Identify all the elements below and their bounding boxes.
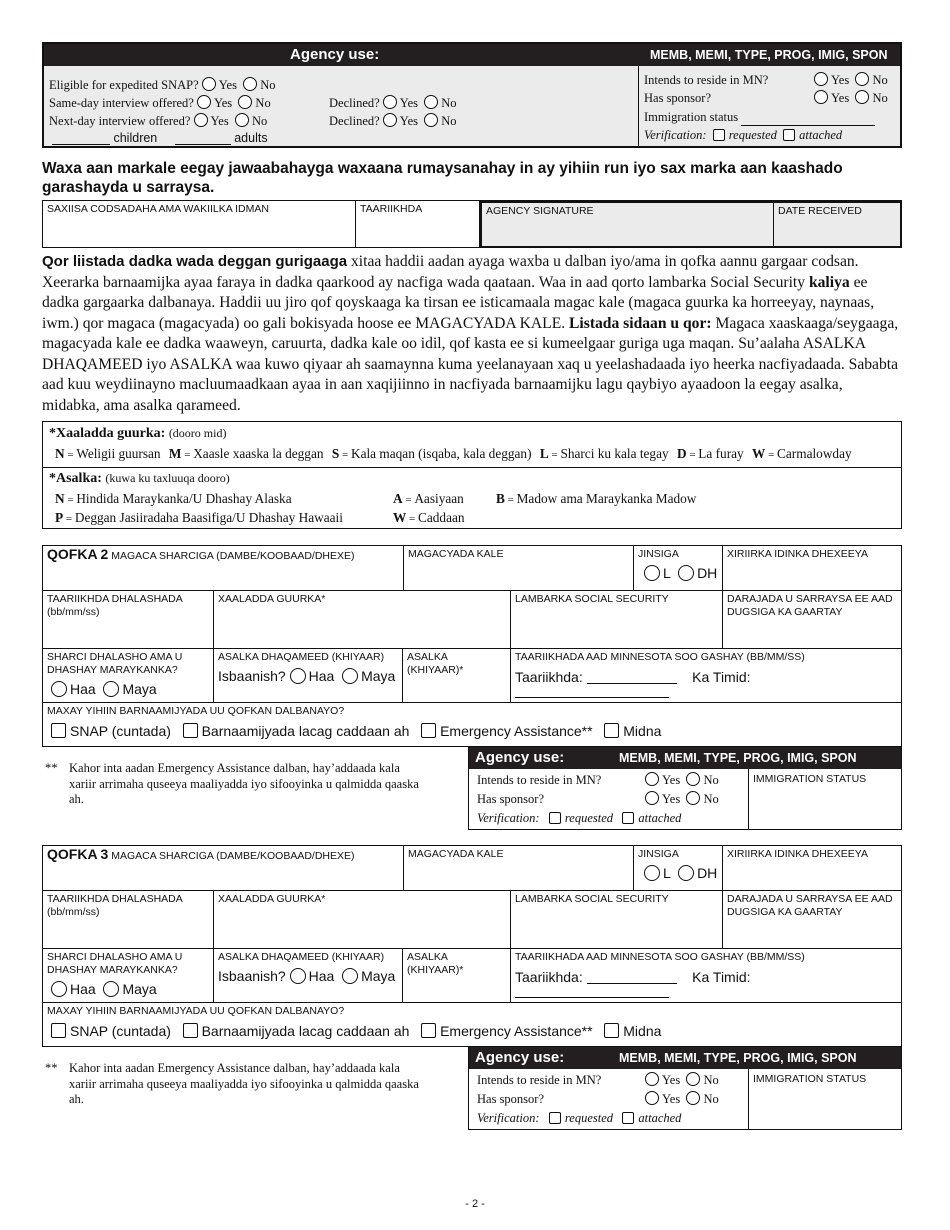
next-day-no-radio[interactable]: [235, 113, 249, 127]
date-received-label: DATE RECEIVED: [778, 205, 862, 217]
person-intends-yes-radio[interactable]: [645, 772, 659, 786]
top-agency-box: [42, 42, 902, 148]
snap-checkbox[interactable]: [51, 723, 66, 738]
education-cell[interactable]: DARAJADA U SARRAYSA EE AAD DUGSIGA KA GAARTAY: [723, 591, 902, 649]
person-sponsor-yes-radio[interactable]: [645, 1091, 659, 1105]
declined-nextday-no-radio[interactable]: [424, 113, 438, 127]
person-intends-yes-radio[interactable]: [645, 1072, 659, 1086]
agency-codes: MEMB, MEMI, TYPE, PROG, IMIG, SPON: [650, 48, 888, 62]
person-intends-no-radio[interactable]: [686, 1072, 700, 1086]
sex-l-radio[interactable]: [644, 565, 660, 581]
ssn-cell[interactable]: LAMBARKA SOCIAL SECURITY: [511, 591, 723, 649]
hispanic-maya-radio[interactable]: [342, 668, 358, 684]
ethnicity-cell: ASALKA DHAQAMEED (KHIYAAR) Isbaanish? Haa Maya: [214, 649, 403, 703]
person-attached-checkbox[interactable]: [622, 1112, 634, 1124]
same-day-yes-radio[interactable]: [197, 95, 211, 109]
agency-title: Agency use:: [290, 46, 380, 63]
other-names-cell[interactable]: MAGACYADA KALE: [404, 546, 634, 591]
none-checkbox[interactable]: [604, 723, 619, 738]
expedited-yes-radio[interactable]: [202, 77, 216, 91]
agency-signature-label: AGENCY SIGNATURE: [486, 205, 594, 217]
legal-name-cell[interactable]: QOFKA 2 MAGACA SHARCIGA (DAMBE/KOOBAAD/DHEXE): [43, 546, 404, 591]
sponsor-no-radio[interactable]: [855, 90, 869, 104]
hispanic-maya-radio[interactable]: [342, 968, 358, 984]
other-names-cell[interactable]: MAGACYADA KALE: [404, 846, 634, 891]
person-intends-no-radio[interactable]: [686, 772, 700, 786]
top-immigration-block: Intends to reside in MN? Yes No Has sponsor? Yes No Immigration status Verification: requested attached: [644, 73, 888, 142]
sex-cell: JINSIGA L DH: [634, 546, 723, 591]
emergency-checkbox[interactable]: [421, 723, 436, 738]
dob-cell[interactable]: TAARIIKHDA DHALASHADA (bb/mm/ss): [43, 891, 214, 949]
expedited-label: Eligible for expedited SNAP?: [49, 78, 199, 92]
marital-status-cell[interactable]: XAALADDA GUURKA*: [214, 891, 511, 949]
snap-checkbox[interactable]: [51, 1023, 66, 1038]
client-signature-cell[interactable]: SAXIISA CODSADAHA AMA WAKIILKA IDMAN: [43, 201, 356, 248]
next-day-yes-radio[interactable]: [194, 113, 208, 127]
citizen-maya-radio[interactable]: [103, 981, 119, 997]
person-agency-bar: Agency use: MEMB, MEMI, TYPE, PROG, IMIG, SPON: [469, 1047, 901, 1069]
sponsor-yes-radio[interactable]: [814, 90, 828, 104]
citizen-haa-radio[interactable]: [51, 981, 67, 997]
marital-codes: N = Weligii guursan M = Xaasle xaaska la deggan S = Kala maqan (isqaba, kala deggan) L = Sharci ku kala tegay D = La furay W = Carmalowday: [55, 446, 852, 461]
sex-cell: JINSIGA L DH: [634, 846, 723, 891]
declined-block: Declined? Yes No Declined? Yes No: [329, 96, 457, 128]
declined-nextday-yes-radio[interactable]: [383, 113, 397, 127]
same-day-label: Same-day interview offered?: [49, 96, 194, 110]
citizen-maya-radio[interactable]: [103, 681, 119, 697]
cash-checkbox[interactable]: [183, 1023, 198, 1038]
adults-field[interactable]: [175, 130, 231, 145]
children-field[interactable]: [52, 130, 110, 145]
agency-signature-box: [480, 201, 902, 248]
came-from-field[interactable]: [515, 684, 669, 698]
declined-sameday-no-radio[interactable]: [424, 95, 438, 109]
declined-sameday-yes-radio[interactable]: [383, 95, 397, 109]
emergency-note: ** Kahor inta aadan Emergency Assistance dalban, hay’addaada kala xariir arrimaha quseeya maaliyadda iyo sifooyinka u qalmidda qaaska ah.: [45, 1061, 419, 1106]
intends-yes-radio[interactable]: [814, 72, 828, 86]
mn-entry-cell: TAARIIKHADA AAD MINNESOTA SOO GASHAY (BB/MM/SS) Taariikhda: Ka Timid:: [511, 949, 902, 1003]
person-immigration-status-label[interactable]: IMMIGRATION STATUS: [753, 773, 867, 785]
legal-name-cell[interactable]: QOFKA 3 MAGACA SHARCIGA (DAMBE/KOOBAAD/DHEXE): [43, 846, 404, 891]
education-cell[interactable]: DARAJADA U SARRAYSA EE AAD DUGSIGA KA GAARTAY: [723, 891, 902, 949]
came-from-field[interactable]: [515, 984, 669, 998]
entry-date-field[interactable]: [587, 970, 677, 984]
dob-cell[interactable]: TAARIIKHDA DHALASHADA (bb/mm/ss): [43, 591, 214, 649]
expedited-block: Eligible for expedited SNAP? Yes No Same-day interview offered? Yes No Next-day interview offered? Yes No: [49, 78, 276, 128]
ssn-cell[interactable]: LAMBARKA SOCIAL SECURITY: [511, 891, 723, 949]
mn-entry-cell: TAARIIKHADA AAD MINNESOTA SOO GASHAY (BB/MM/SS) Taariikhda: Ka Timid:: [511, 649, 902, 703]
person-agency-bar: Agency use: MEMB, MEMI, TYPE, PROG, IMIG, SPON: [469, 747, 901, 769]
citizenship-cell: SHARCI DHALASHO AMA U DHASHAY MARAYKANKA? Haa Maya: [43, 649, 214, 703]
relationship-cell[interactable]: XIRIIRKA IDINKA DHEXEEYA: [723, 846, 902, 891]
person-agency-box: Agency use: MEMB, MEMI, TYPE, PROG, IMIG, SPON Intends to reside in MN? Yes No Has sponsor? Yes No Verification: requested attached IMMIGRATION STATUS: [468, 1046, 902, 1130]
person-sponsor-no-radio[interactable]: [686, 791, 700, 805]
person-3-form: [42, 845, 902, 1047]
same-day-no-radio[interactable]: [238, 95, 252, 109]
emergency-checkbox[interactable]: [421, 1023, 436, 1038]
attached-checkbox[interactable]: [783, 129, 795, 141]
agency-header-bar: [44, 44, 900, 66]
intends-label: Intends to reside in MN?: [644, 73, 769, 87]
person-sponsor-no-radio[interactable]: [686, 1091, 700, 1105]
expedited-no-radio[interactable]: [243, 77, 257, 91]
person-number: 2: [100, 546, 109, 562]
sex-dh-radio[interactable]: [678, 865, 694, 881]
immigration-status-field[interactable]: [741, 107, 875, 126]
person-attached-checkbox[interactable]: [622, 812, 634, 824]
signature-row: [42, 200, 902, 248]
person-immigration-status-label[interactable]: IMMIGRATION STATUS: [753, 1073, 867, 1085]
instructions-paragraph: Qor liistada dadka wada deggan gurigaaga xitaa haddii aadan ayaga waxba u dalban iyo/ama in qofka aannu gargaar codsan. Xeerarka barnaamijka ayaa faraya in dadka qaarkood ay nacfiga wada qaataan. Waa in aad qorto lambarka Social Security kaliya ee dadka gargaarka dalbanaya. Haddii uu jiro qof qoyskaaga ka tirsan ee isticamaala magac kale (magaca guurka ka horreeyay, naynaas, iwm.) qor magaca (magacyada) oo gali bokisyada hoose ee MAGACYADA KALE. Listada sidaan u qor: Magaca xaaskaaga/seygaaga, magacyada kale ee dadka waaweyn, caruurta, dadka kale oo idil, qof kasta ee si kumeelgaar guriga uga maqan. Su’aalaha ASALKA DHAQAMEED iyo ASALKA waa kuwo qiyaar ah saamaynna kuma yeelanayaan xaq u yeelashadaada iyo heerka nacfiyadaada. Sababta aad kuu weydiinayno macluumaadkaan ayaa in aan xaqijiinno in nacfiyada barnaamijku lagu qaybiyo ayaadoon la eegay asalka, midabka, ama asalka qarameed.: [42, 253, 899, 414]
household-count: children adults: [52, 130, 268, 145]
person-requested-checkbox[interactable]: [549, 1112, 561, 1124]
programs-cell: MAXAY YIHIIN BARNAAMIJYADA UU QOFKAN DALBANAYO? SNAP (cuntada) Barnaamijyada lacag caddaan ah Emergency Assistance** Midna: [43, 1003, 902, 1047]
attestation-text: Waxa aan markale eegay jawaabahayga waxaana rumaysanahay in ay yihiin run iyo sax marka aan kaashado garashayda u sarraysa.: [42, 160, 843, 196]
person-number: 3: [100, 846, 109, 862]
marital-status-cell[interactable]: XAALADDA GUURKA*: [214, 591, 511, 649]
race-cell[interactable]: ASALKA (KHIYAAR)*: [403, 949, 511, 1003]
sex-dh-radio[interactable]: [678, 565, 694, 581]
code-legend: *Xaaladda guurka: (dooro mid) N = Weligii guursan M = Xaasle xaaska la deggan S = Kala maqan (isqaba, kala deggan) L = Sharci ku kala tegay D = La furay W = Carmalowday *Asalka: (kuwa ku taxluuqa dooro) N = Hindida Maraykanka/U Dhashay Alaska A = Aasiyaan B = Madow ama Maraykanka Madow P = Deggan Jasiiradaha Baasifiga/U Dhashay Hawaaii W = Caddaan: [42, 421, 902, 529]
intends-no-radio[interactable]: [855, 72, 869, 86]
ethnicity-cell: ASALKA DHAQAMEED (KHIYAAR) Isbaanish? Haa Maya: [214, 949, 403, 1003]
hispanic-haa-radio[interactable]: [290, 968, 306, 984]
none-checkbox[interactable]: [604, 1023, 619, 1038]
entry-date-field[interactable]: [587, 670, 677, 684]
requested-checkbox[interactable]: [713, 129, 725, 141]
person-agency-box: Agency use: MEMB, MEMI, TYPE, PROG, IMIG, SPON Intends to reside in MN? Yes No Has sponsor? Yes No Verification: requested attached IMMIGRATION STATUS: [468, 746, 902, 830]
person-sponsor-yes-radio[interactable]: [645, 791, 659, 805]
page-number: - 2 -: [465, 1198, 485, 1210]
programs-cell: MAXAY YIHIIN BARNAAMIJYADA UU QOFKAN DALBANAYO? SNAP (cuntada) Barnaamijyada lacag caddaan ah Emergency Assistance** Midna: [43, 703, 902, 747]
person-2-form: [42, 545, 902, 747]
cash-checkbox[interactable]: [183, 723, 198, 738]
citizen-haa-radio[interactable]: [51, 681, 67, 697]
hispanic-haa-radio[interactable]: [290, 668, 306, 684]
relationship-cell[interactable]: XIRIIRKA IDINKA DHEXEEYA: [723, 546, 902, 591]
sponsor-label: Has sponsor?: [644, 91, 712, 105]
race-cell[interactable]: ASALKA (KHIYAAR)*: [403, 649, 511, 703]
signature-date-cell[interactable]: TAARIIKHDA: [356, 201, 480, 248]
citizenship-cell: SHARCI DHALASHO AMA U DHASHAY MARAYKANKA? Haa Maya: [43, 949, 214, 1003]
sex-l-radio[interactable]: [644, 865, 660, 881]
next-day-label: Next-day interview offered?: [49, 114, 191, 128]
emergency-note: ** Kahor inta aadan Emergency Assistance dalban, hay’addaada kala xariir arrimaha quseeya maaliyadda iyo sifooyinka u qalmidda qaaska ah.: [45, 761, 419, 806]
person-requested-checkbox[interactable]: [549, 812, 561, 824]
